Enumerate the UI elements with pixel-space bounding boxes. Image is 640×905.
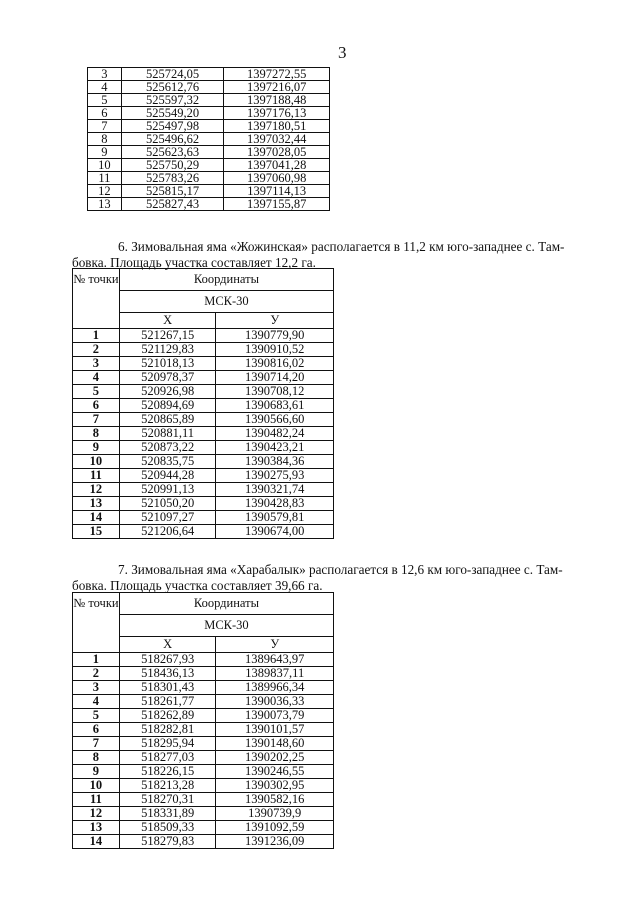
y-coordinate-cell: 1390148,60 bbox=[216, 737, 334, 751]
x-coordinate-cell: 520835,75 bbox=[119, 455, 216, 469]
y-coordinate-cell: 1390714,20 bbox=[216, 371, 334, 385]
y-coordinate-cell: 1390384,36 bbox=[216, 455, 334, 469]
y-coordinate-cell: 1390275,93 bbox=[216, 469, 334, 483]
y-coordinate-cell: 1397176,13 bbox=[224, 107, 330, 120]
x-coordinate-cell: 525724,05 bbox=[121, 68, 224, 81]
x-coordinate-cell: 518261,77 bbox=[119, 695, 216, 709]
point-number-cell: 1 bbox=[73, 329, 120, 343]
table-row bbox=[73, 835, 334, 849]
table-row bbox=[73, 385, 334, 399]
point-number-cell: 4 bbox=[73, 695, 120, 709]
point-number-cell: 7 bbox=[73, 737, 120, 751]
y-coordinate-cell: 1390779,90 bbox=[216, 329, 334, 343]
x-coordinate-cell: 518267,93 bbox=[119, 653, 216, 667]
point-number-cell: 1 bbox=[73, 653, 120, 667]
x-coordinate-cell: 518301,43 bbox=[119, 681, 216, 695]
table-row bbox=[73, 793, 334, 807]
section-7-text-line-1: 7. Зимовальная яма «Харабалык» располагается в 12,6 км юго-западнее с. Там- bbox=[118, 562, 563, 577]
x-coordinate-cell: 525597,32 bbox=[121, 94, 224, 107]
section-6-text-line-1: 6. Зимовальная яма «Жожинская» располагается в 11,2 км юго-западнее с. Там- bbox=[118, 239, 565, 254]
y-coordinate-cell: 1390674,00 bbox=[216, 525, 334, 539]
point-number-cell: 10 bbox=[73, 455, 120, 469]
table-row bbox=[73, 343, 334, 357]
table-row bbox=[88, 68, 330, 81]
coordinates-table-continued bbox=[87, 67, 330, 211]
x-coordinate-cell: 521050,20 bbox=[119, 497, 216, 511]
table-row bbox=[73, 681, 334, 695]
point-number-cell: 8 bbox=[73, 427, 120, 441]
table-row bbox=[88, 94, 330, 107]
table-row bbox=[73, 413, 334, 427]
y-coordinate-cell: 1397216,07 bbox=[224, 81, 330, 94]
y-coordinate-cell: 1390246,55 bbox=[216, 765, 334, 779]
point-number-cell: 13 bbox=[88, 198, 122, 211]
section-7-text-line-2: бовка. Площадь участка составляет 39,66 га. bbox=[72, 578, 323, 593]
x-coordinate-cell: 518279,83 bbox=[119, 835, 216, 849]
x-coordinate-cell: 520944,28 bbox=[119, 469, 216, 483]
table-row bbox=[73, 483, 334, 497]
point-number-cell: 2 bbox=[73, 343, 120, 357]
point-number-cell: 5 bbox=[73, 709, 120, 723]
y-coordinate-cell: 1390582,16 bbox=[216, 793, 334, 807]
table-row bbox=[88, 159, 330, 172]
y-coordinate-cell: 1397272,55 bbox=[224, 68, 330, 81]
header-coordinate-system: МСК-30 bbox=[119, 615, 333, 637]
x-coordinate-cell: 525827,43 bbox=[121, 198, 224, 211]
table-row bbox=[88, 107, 330, 120]
table-body bbox=[73, 329, 334, 539]
point-number-cell: 8 bbox=[73, 751, 120, 765]
table-row bbox=[88, 146, 330, 159]
x-coordinate-cell: 518436,13 bbox=[119, 667, 216, 681]
header-point-number: № точки bbox=[73, 269, 120, 329]
point-number-cell: 14 bbox=[73, 511, 120, 525]
x-coordinate-cell: 518295,94 bbox=[119, 737, 216, 751]
point-number-cell: 6 bbox=[73, 723, 120, 737]
y-coordinate-cell: 1390073,79 bbox=[216, 709, 334, 723]
y-coordinate-cell: 1389643,97 bbox=[216, 653, 334, 667]
point-number-cell: 6 bbox=[73, 399, 120, 413]
x-coordinate-cell: 525783,26 bbox=[121, 172, 224, 185]
x-coordinate-cell: 518277,03 bbox=[119, 751, 216, 765]
table-row bbox=[73, 807, 334, 821]
table-row bbox=[73, 653, 334, 667]
y-coordinate-cell: 1389837,11 bbox=[216, 667, 334, 681]
y-coordinate-cell: 1397188,48 bbox=[224, 94, 330, 107]
point-number-cell: 9 bbox=[73, 441, 120, 455]
y-coordinate-cell: 1390036,33 bbox=[216, 695, 334, 709]
point-number-cell: 3 bbox=[73, 357, 120, 371]
x-coordinate-cell: 518331,89 bbox=[119, 807, 216, 821]
point-number-cell: 12 bbox=[88, 185, 122, 198]
table-row bbox=[73, 737, 334, 751]
y-coordinate-cell: 1397032,44 bbox=[224, 133, 330, 146]
table-row bbox=[73, 779, 334, 793]
x-coordinate-cell: 521018,13 bbox=[119, 357, 216, 371]
table-row bbox=[88, 185, 330, 198]
x-coordinate-cell: 518282,81 bbox=[119, 723, 216, 737]
table-row bbox=[88, 81, 330, 94]
x-coordinate-cell: 520926,98 bbox=[119, 385, 216, 399]
x-coordinate-cell: 520881,11 bbox=[119, 427, 216, 441]
table-row bbox=[73, 751, 334, 765]
point-number-cell: 4 bbox=[73, 371, 120, 385]
y-coordinate-cell: 1390101,57 bbox=[216, 723, 334, 737]
x-coordinate-cell: 520873,22 bbox=[119, 441, 216, 455]
x-coordinate-cell: 520978,37 bbox=[119, 371, 216, 385]
y-coordinate-cell: 1389966,34 bbox=[216, 681, 334, 695]
x-coordinate-cell: 520865,89 bbox=[119, 413, 216, 427]
table-row bbox=[73, 441, 334, 455]
y-coordinate-cell: 1391236,09 bbox=[216, 835, 334, 849]
y-coordinate-cell: 1390739,9 bbox=[216, 807, 334, 821]
table-body bbox=[88, 68, 330, 211]
y-coordinate-cell: 1390428,83 bbox=[216, 497, 334, 511]
x-coordinate-cell: 525750,29 bbox=[121, 159, 224, 172]
header-point-number: № точки bbox=[73, 593, 120, 653]
x-coordinate-cell: 518262,89 bbox=[119, 709, 216, 723]
x-coordinate-cell: 518270,31 bbox=[119, 793, 216, 807]
x-coordinate-cell: 521129,83 bbox=[119, 343, 216, 357]
point-number-cell: 3 bbox=[73, 681, 120, 695]
y-coordinate-cell: 1397180,51 bbox=[224, 120, 330, 133]
y-coordinate-cell: 1390482,24 bbox=[216, 427, 334, 441]
header-y: У bbox=[216, 637, 334, 653]
table-row bbox=[73, 497, 334, 511]
table-body bbox=[73, 653, 334, 849]
y-coordinate-cell: 1390708,12 bbox=[216, 385, 334, 399]
x-coordinate-cell: 518226,15 bbox=[119, 765, 216, 779]
x-coordinate-cell: 521097,27 bbox=[119, 511, 216, 525]
page-number: 3 bbox=[338, 43, 347, 62]
y-coordinate-cell: 1391092,59 bbox=[216, 821, 334, 835]
table-row bbox=[73, 427, 334, 441]
point-number-cell: 15 bbox=[73, 525, 120, 539]
point-number-cell: 12 bbox=[73, 483, 120, 497]
x-coordinate-cell: 525623,63 bbox=[121, 146, 224, 159]
table-row bbox=[73, 695, 334, 709]
table-row bbox=[73, 469, 334, 483]
y-coordinate-cell: 1390566,60 bbox=[216, 413, 334, 427]
y-coordinate-cell: 1397028,05 bbox=[224, 146, 330, 159]
point-number-cell: 4 bbox=[88, 81, 122, 94]
x-coordinate-cell: 520894,69 bbox=[119, 399, 216, 413]
point-number-cell: 9 bbox=[88, 146, 122, 159]
point-number-cell: 7 bbox=[73, 413, 120, 427]
table-row bbox=[73, 455, 334, 469]
table-row bbox=[73, 723, 334, 737]
table-row bbox=[73, 525, 334, 539]
point-number-cell: 2 bbox=[73, 667, 120, 681]
table-row bbox=[88, 198, 330, 211]
header-y: У bbox=[216, 313, 334, 329]
y-coordinate-cell: 1390423,21 bbox=[216, 441, 334, 455]
point-number-cell: 8 bbox=[88, 133, 122, 146]
point-number-cell: 11 bbox=[73, 793, 120, 807]
y-coordinate-cell: 1397041,28 bbox=[224, 159, 330, 172]
header-coordinates: Координаты bbox=[119, 593, 333, 615]
point-number-cell: 5 bbox=[88, 94, 122, 107]
table-row bbox=[73, 511, 334, 525]
point-number-cell: 10 bbox=[88, 159, 122, 172]
table-row bbox=[88, 120, 330, 133]
table-row bbox=[73, 357, 334, 371]
y-coordinate-cell: 1390910,52 bbox=[216, 343, 334, 357]
x-coordinate-cell: 525815,17 bbox=[121, 185, 224, 198]
section-6-text-line-2: бовка. Площадь участка составляет 12,2 га. bbox=[72, 255, 316, 270]
x-coordinate-cell: 518213,28 bbox=[119, 779, 216, 793]
table-row bbox=[73, 667, 334, 681]
table-row bbox=[88, 133, 330, 146]
point-number-cell: 14 bbox=[73, 835, 120, 849]
table-row bbox=[73, 371, 334, 385]
y-coordinate-cell: 1390816,02 bbox=[216, 357, 334, 371]
y-coordinate-cell: 1397155,87 bbox=[224, 198, 330, 211]
point-number-cell: 13 bbox=[73, 497, 120, 511]
header-coordinates: Координаты bbox=[119, 269, 333, 291]
x-coordinate-cell: 525496,62 bbox=[121, 133, 224, 146]
y-coordinate-cell: 1397060,98 bbox=[224, 172, 330, 185]
x-coordinate-cell: 518509,33 bbox=[119, 821, 216, 835]
y-coordinate-cell: 1390321,74 bbox=[216, 483, 334, 497]
x-coordinate-cell: 521206,64 bbox=[119, 525, 216, 539]
header-x: Х bbox=[119, 637, 216, 653]
x-coordinate-cell: 520991,13 bbox=[119, 483, 216, 497]
point-number-cell: 10 bbox=[73, 779, 120, 793]
x-coordinate-cell: 525497,98 bbox=[121, 120, 224, 133]
table-row bbox=[73, 399, 334, 413]
point-number-cell: 13 bbox=[73, 821, 120, 835]
point-number-cell: 7 bbox=[88, 120, 122, 133]
x-coordinate-cell: 525612,76 bbox=[121, 81, 224, 94]
point-number-cell: 5 bbox=[73, 385, 120, 399]
table-row bbox=[73, 329, 334, 343]
header-x: Х bbox=[119, 313, 216, 329]
coordinates-table-kharabalyk bbox=[72, 592, 334, 849]
header-coordinate-system: МСК-30 bbox=[119, 291, 333, 313]
y-coordinate-cell: 1390579,81 bbox=[216, 511, 334, 525]
y-coordinate-cell: 1397114,13 bbox=[224, 185, 330, 198]
point-number-cell: 9 bbox=[73, 765, 120, 779]
table-row bbox=[88, 172, 330, 185]
y-coordinate-cell: 1390202,25 bbox=[216, 751, 334, 765]
table-row bbox=[73, 765, 334, 779]
point-number-cell: 12 bbox=[73, 807, 120, 821]
table-row bbox=[73, 821, 334, 835]
x-coordinate-cell: 521267,15 bbox=[119, 329, 216, 343]
coordinates-table-zhozhinskaya bbox=[72, 268, 334, 539]
y-coordinate-cell: 1390302,95 bbox=[216, 779, 334, 793]
point-number-cell: 11 bbox=[88, 172, 122, 185]
y-coordinate-cell: 1390683,61 bbox=[216, 399, 334, 413]
point-number-cell: 3 bbox=[88, 68, 122, 81]
table-row bbox=[73, 709, 334, 723]
point-number-cell: 11 bbox=[73, 469, 120, 483]
point-number-cell: 6 bbox=[88, 107, 122, 120]
x-coordinate-cell: 525549,20 bbox=[121, 107, 224, 120]
